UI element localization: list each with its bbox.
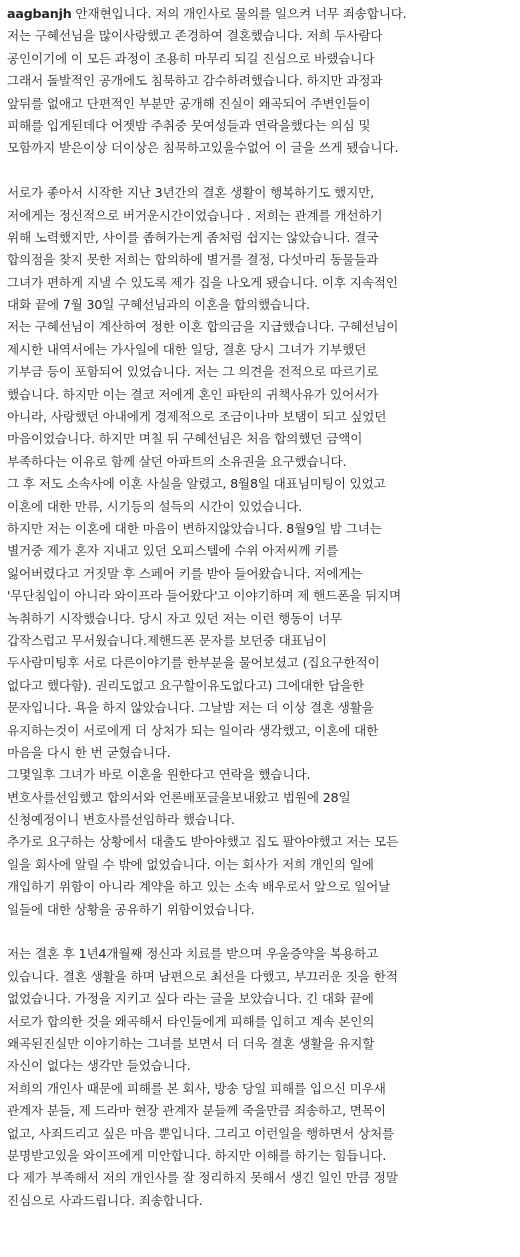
caption-line xyxy=(7,675,515,697)
caption-line xyxy=(7,1167,515,1189)
caption-text: 자신이 없다는 생각만 들었습니다. xyxy=(7,1058,191,1074)
caption-line xyxy=(7,406,515,428)
caption-text: 안재현입니다. 저의 개인사로 물의를 일으켜 너무 죄송합니다. xyxy=(71,6,407,21)
caption-text: 제시한 내역서에는 가사일에 대한 일당, 결혼 당시 그녀가 기부했던 xyxy=(7,341,367,357)
caption-line xyxy=(7,249,515,271)
caption-line xyxy=(7,652,515,674)
caption-line xyxy=(7,787,515,809)
caption-text: 했습니다. 하지만 이는 결코 저에게 혼인 파탄의 귀책사유가 있어서가 xyxy=(7,386,379,402)
caption-text: 문자입니다. 욕을 하지 않았습니다. 그날밤 저는 더 이상 결혼 생활을 xyxy=(7,700,374,716)
caption-text: 그래서 돌발적인 공개에도 침묵하고 감수하려했습니다. 하지만 과정과 xyxy=(7,73,383,89)
caption-text: 마음이었습니다. 하지만 며칠 뒤 구혜선님은 처음 합의했던 금액이 xyxy=(7,431,363,447)
paragraph-gap xyxy=(7,160,515,182)
caption-text: 부족하다는 이유로 함께 살던 아파트의 소유권을 요구했습니다. xyxy=(7,453,347,469)
caption-text: 일들에 대한 상황을 공유하기 위함이었습니다. xyxy=(7,901,255,917)
caption-line xyxy=(7,227,515,249)
caption-line xyxy=(7,540,515,562)
caption-text: 없었습니다. 가정을 지키고 싶다 라는 글을 보았습니다. 긴 대화 끝에 xyxy=(7,991,374,1007)
caption-line xyxy=(7,1055,515,1077)
caption-text: 기부금 등이 포함되어 있었습니다. 저는 그 의견을 전적으로 따르기로 xyxy=(7,364,379,380)
paragraph-gap xyxy=(7,921,515,943)
caption-line xyxy=(7,697,515,719)
caption-line xyxy=(7,361,515,383)
caption-text: 분명받고있을 와이프에게 미안합니다. 하지만 이해를 하기는 힘듭니다. xyxy=(7,1147,387,1163)
caption-line xyxy=(7,608,515,630)
caption-line xyxy=(7,988,515,1010)
caption-text: 서로가 합의한 것을 왜곡해서 타인들에게 피해를 입히고 계속 본인의 xyxy=(7,1013,375,1029)
caption-text: 앞뒤를 없애고 단편적인 부분만 공개해 진실이 왜곡되어 주변인들이 xyxy=(7,95,371,111)
caption-text: 없다고 했다함). 권리도없고 요구할이유도없다고) 그에대한 답을한 xyxy=(7,677,365,693)
caption-text: 잃어버렸다고 거짓말 후 스페어 키를 받아 들어왔습니다. 저에게는 xyxy=(7,565,363,581)
caption-line xyxy=(7,854,515,876)
caption-text: 저희의 개인사 때문에 피해를 본 회사, 방송 당일 피해를 입으신 미우새 xyxy=(7,1080,386,1096)
caption-text: 변호사를선임했고 합의서와 언론배포글을보내왔고 법원에 28일 xyxy=(7,789,351,805)
caption-text: 대화 끝에 7월 30일 구혜선님과의 이혼을 합의했습니다. xyxy=(7,297,310,313)
caption-line xyxy=(7,451,515,473)
caption-text: 피해를 입게된데다 어젯밤 주취중 뭇여성들과 연락을했다는 의심 및 xyxy=(7,117,371,133)
caption-text: 이혼에 대한 만류, 시기등의 설득의 시간이 있었습니다. xyxy=(7,498,303,514)
caption-line xyxy=(7,93,515,115)
caption-line xyxy=(7,966,515,988)
caption-line xyxy=(7,272,515,294)
caption-text: 위해 노력했지만, 사이를 좁혀가는게 좀처럼 쉽지는 않았습니다. 결국 xyxy=(7,229,379,245)
caption-line xyxy=(7,316,515,338)
caption-line xyxy=(7,384,515,406)
caption-line xyxy=(7,1033,515,1055)
caption-text: 아니라, 사랑했던 아내에게 경제적으로 조금이나마 보탬이 되고 싶었던 xyxy=(7,409,387,425)
caption-line xyxy=(7,720,515,742)
caption-text: 일을 회사에 알릴 수 밖에 없었습니다. 이는 회사가 저희 개인의 일에 xyxy=(7,856,374,872)
caption-line xyxy=(7,876,515,898)
caption-line xyxy=(7,1100,515,1122)
caption-text: 공인이기에 이 모든 과정이 조용히 마무리 되길 진심으로 바랬습니다 xyxy=(7,50,375,66)
caption-line xyxy=(7,25,515,47)
caption-line xyxy=(7,496,515,518)
caption-line xyxy=(7,70,515,92)
caption-text: 합의점을 찾지 못한 저희는 합의하에 별거를 결정, 다섯마리 동물들과 xyxy=(7,252,379,268)
caption-line xyxy=(7,1011,515,1033)
caption-text: 서로가 좋아서 시작한 지난 3년간의 결혼 생활이 행복하기도 했지만, xyxy=(7,185,374,201)
caption-line xyxy=(7,1123,515,1145)
caption-text: 없고, 사죄드리고 싶은 마음 뿐입니다. 그리고 이런일을 행하면서 상처를 xyxy=(7,1125,394,1141)
caption-text: 마음을 다시 한 번 굳혔습니다. xyxy=(7,744,171,760)
caption-line xyxy=(7,1078,515,1100)
caption-text: 유지하는것이 서로에게 더 상처가 되는 일이라 생각했고, 이혼에 대한 xyxy=(7,722,379,738)
caption-text: 다 제가 부족해서 저의 개인사를 잘 정리하지 못해서 생긴 일인 만큼 정말 xyxy=(7,1170,398,1186)
caption-text: 신청예정이니 변호사를선임하라 했습니다. xyxy=(7,812,235,828)
caption-text: 추가로 요구하는 상황에서 대출도 받아야했고 집도 팔아야했고 저는 모든 xyxy=(7,834,399,850)
caption-text: 관계자 분들, 제 드라마 현장 관계자 분들께 죽을만큼 죄송하고, 면목이 xyxy=(7,1103,386,1119)
caption-text: 녹취하기 시작했습니다. 당시 자고 있던 저는 이런 행동이 너무 xyxy=(7,610,343,626)
username-link[interactable]: aagbanjh xyxy=(7,6,72,21)
caption-line xyxy=(7,339,515,361)
caption-text: 진심으로 사과드립니다. 죄송합니다. xyxy=(7,1192,203,1208)
caption-text: 왜곡된진실만 이야기하는 그녀를 보면서 더 더욱 결혼 생활을 유지할 xyxy=(7,1035,375,1051)
caption-text: 그 후 저도 소속사에 이혼 사실을 알렸고, 8월8일 대표님미팅이 있었고 xyxy=(7,476,386,492)
caption-text: 저에게는 정신적으로 버거운시간이었습니다 . 저희는 관계를 개선하기 xyxy=(7,207,383,223)
post-caption xyxy=(7,3,515,1212)
caption-line xyxy=(7,1190,515,1212)
caption-line xyxy=(7,518,515,540)
caption-line xyxy=(7,473,515,495)
caption-line xyxy=(7,115,515,137)
caption-text: 하지만 저는 이혼에 대한 마음이 변하지않았습니다. 8월9일 밤 그녀는 xyxy=(7,520,382,536)
caption-line xyxy=(7,563,515,585)
caption-line xyxy=(7,48,515,70)
caption-text: 그몇일후 그녀가 바로 이혼을 원한다고 연락을 했습니다. xyxy=(7,767,311,783)
caption-line xyxy=(7,3,515,25)
caption-text: 저는 구혜선님을 많이사랑했고 존경하여 결혼했습니다. 저희 두사람다 xyxy=(7,28,383,44)
caption-text: 그녀가 편하게 지낼 수 있도록 제가 집을 나오게 됐습니다. 이후 지속적인 xyxy=(7,274,398,290)
caption-line xyxy=(7,630,515,652)
caption-text: '무단침입이 아니라 와이프라 들어왔다'고 이야기하며 제 핸드폰을 뒤지며 xyxy=(7,588,402,604)
caption-line xyxy=(7,137,515,159)
caption-line xyxy=(7,182,515,204)
caption-line xyxy=(7,294,515,316)
caption-line xyxy=(7,899,515,921)
caption-line xyxy=(7,1145,515,1167)
caption-text: 별거중 제가 혼자 지내고 있던 오피스텔에 수위 아저씨께 키를 xyxy=(7,543,339,559)
caption-line xyxy=(7,742,515,764)
caption-line xyxy=(7,585,515,607)
caption-line xyxy=(7,428,515,450)
caption-line xyxy=(7,831,515,853)
caption-text: 개입하기 위함이 아니라 계약을 하고 있는 소속 배우로서 앞으로 일어날 xyxy=(7,879,391,895)
caption-line xyxy=(7,764,515,786)
caption-text: 저는 구혜선님이 계산하여 정한 이혼 합의금을 지급했습니다. 구혜선님이 xyxy=(7,319,399,335)
caption-line xyxy=(7,205,515,227)
caption-text: 저는 결혼 후 1년4개월째 정신과 치료를 받으며 우울증약을 복용하고 xyxy=(7,946,378,962)
caption-text: 모함까지 받은이상 더이상은 침묵하고있을수없어 이 글을 쓰게 됐습니다. xyxy=(7,140,399,156)
caption-line xyxy=(7,943,515,965)
caption-text: 갑작스럽고 무서웠습니다.제핸드폰 문자를 보던중 대표님이 xyxy=(7,632,327,648)
caption-text: 두사람미팅후 서로 다른이야기를 한부분을 물어보셨고 (집요구한적이 xyxy=(7,655,380,671)
caption-line xyxy=(7,809,515,831)
caption-text: 있습니다. 결혼 생활을 하며 남편으로 최선을 다했고, 부끄러운 짓을 한적 xyxy=(7,968,398,984)
